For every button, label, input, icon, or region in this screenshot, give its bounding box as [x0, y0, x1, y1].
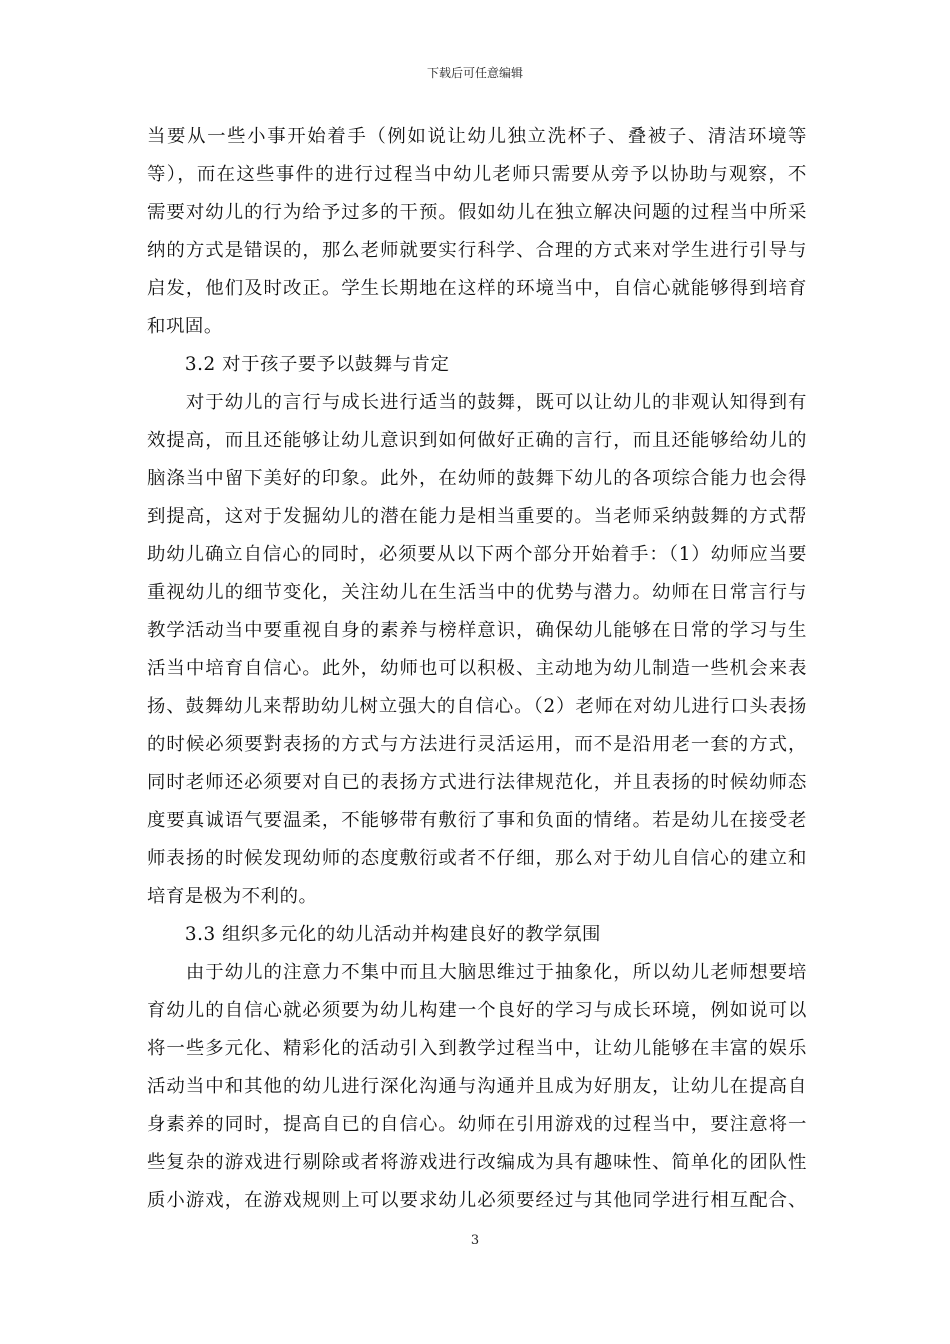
text-line: 对于幼儿的言行与成长进行适当的鼓舞，既可以让幼儿的非观认知得到有 — [147, 392, 807, 413]
text-line: 效提高，而且还能够让幼儿意识到如何做好正确的言行，而且还能够给幼儿的 — [147, 430, 807, 451]
text-line: 扬、鼓舞幼儿来帮助幼儿树立强大的自信心。（2）老师在对幼儿进行口头表扬 — [147, 696, 807, 717]
text-line: 些复杂的游戏进行剔除或者将游戏进行改编成为具有趣味性、简单化的团队性 — [147, 1152, 807, 1173]
text-line: 由于幼儿的注意力不集中而且大脑思维过于抽象化，所以幼儿老师想要培 — [147, 962, 807, 983]
text-line: 和巩固。 — [147, 316, 223, 337]
text-line: 当要从一些小事开始着手（例如说让幼儿独立洗杯子、叠被子、清洁环境等 — [147, 126, 807, 147]
text-line: 活动当中和其他的幼儿进行深化沟通与沟通并且成为好朋友，让幼儿在提高自 — [147, 1076, 807, 1097]
text-line: 将一些多元化、精彩化的活动引入到教学过程当中，让幼儿能够在丰富的娱乐 — [147, 1038, 807, 1059]
text-line: 活当中培育自信心。此外，幼师也可以积极、主动地为幼儿制造一些机会来表 — [147, 658, 807, 679]
text-line: 身素养的同时，提高自已的自信心。幼师在引用游戏的过程当中，要注意将一 — [147, 1114, 807, 1135]
text-line: 助幼儿确立自信心的同时，必须要从以下两个部分开始着手：（1）幼师应当要 — [147, 544, 807, 565]
text-line: 启发，他们及时改正。学生长期地在这样的环境当中，自信心就能够得到培育 — [147, 278, 807, 299]
text-line: 需要对幼儿的行为给予过多的干预。假如幼儿在独立解决问题的过程当中所采 — [147, 202, 807, 223]
text-line: 质小游戏，在游戏规则上可以要求幼儿必须要经过与其他同学进行相互配合、 — [147, 1190, 807, 1211]
section-heading: 3.3 组织多元化的幼儿活动并构建良好的教学氛围 — [147, 924, 601, 945]
text-line: 到提高，这对于发掘幼儿的潜在能力是相当重要的。当老师采纳鼓舞的方式帮 — [147, 506, 807, 527]
section-heading: 3.2 对于孩子要予以鼓舞与肯定 — [147, 354, 450, 375]
text-line: 脑涤当中留下美好的印象。此外，在幼师的鼓舞下幼儿的各项综合能力也会得 — [147, 468, 807, 489]
text-line: 纳的方式是错误的，那么老师就要实行科学、合理的方式来对学生进行引导与 — [147, 240, 807, 261]
text-line: 度要真诚语气要温柔，不能够带有敷衍了事和负面的情绪。若是幼儿在接受老 — [147, 810, 807, 831]
text-line: 教学活动当中要重视自身的素养与榜样意识，确保幼儿能够在日常的学习与生 — [147, 620, 807, 641]
text-line: 师表扬的时候发现幼师的态度敷衍或者不仔细，那么对于幼儿自信心的建立和 — [147, 848, 807, 869]
text-line: 等），而在这些事件的进行过程当中幼儿老师只需要从旁予以协助与观察，不 — [147, 164, 807, 185]
text-line: 培育是极为不利的。 — [147, 886, 318, 907]
text-line: 同时老师还必须要对自已的表扬方式进行法律规范化，并且表扬的时候幼师态 — [147, 772, 807, 793]
text-line: 的时候必须要對表扬的方式与方法进行灵活运用，而不是沿用老一套的方式， — [147, 734, 807, 755]
page-header: 下载后可任意编辑 — [426, 66, 523, 80]
text-line: 重视幼儿的细节变化，关注幼儿在生活当中的优势与潜力。幼师在日常言行与 — [147, 582, 807, 603]
text-line: 育幼儿的自信心就必须要为幼儿构建一个良好的学习与成长环境，例如说可以 — [147, 1000, 807, 1021]
page-number: 3 — [470, 1233, 480, 1248]
